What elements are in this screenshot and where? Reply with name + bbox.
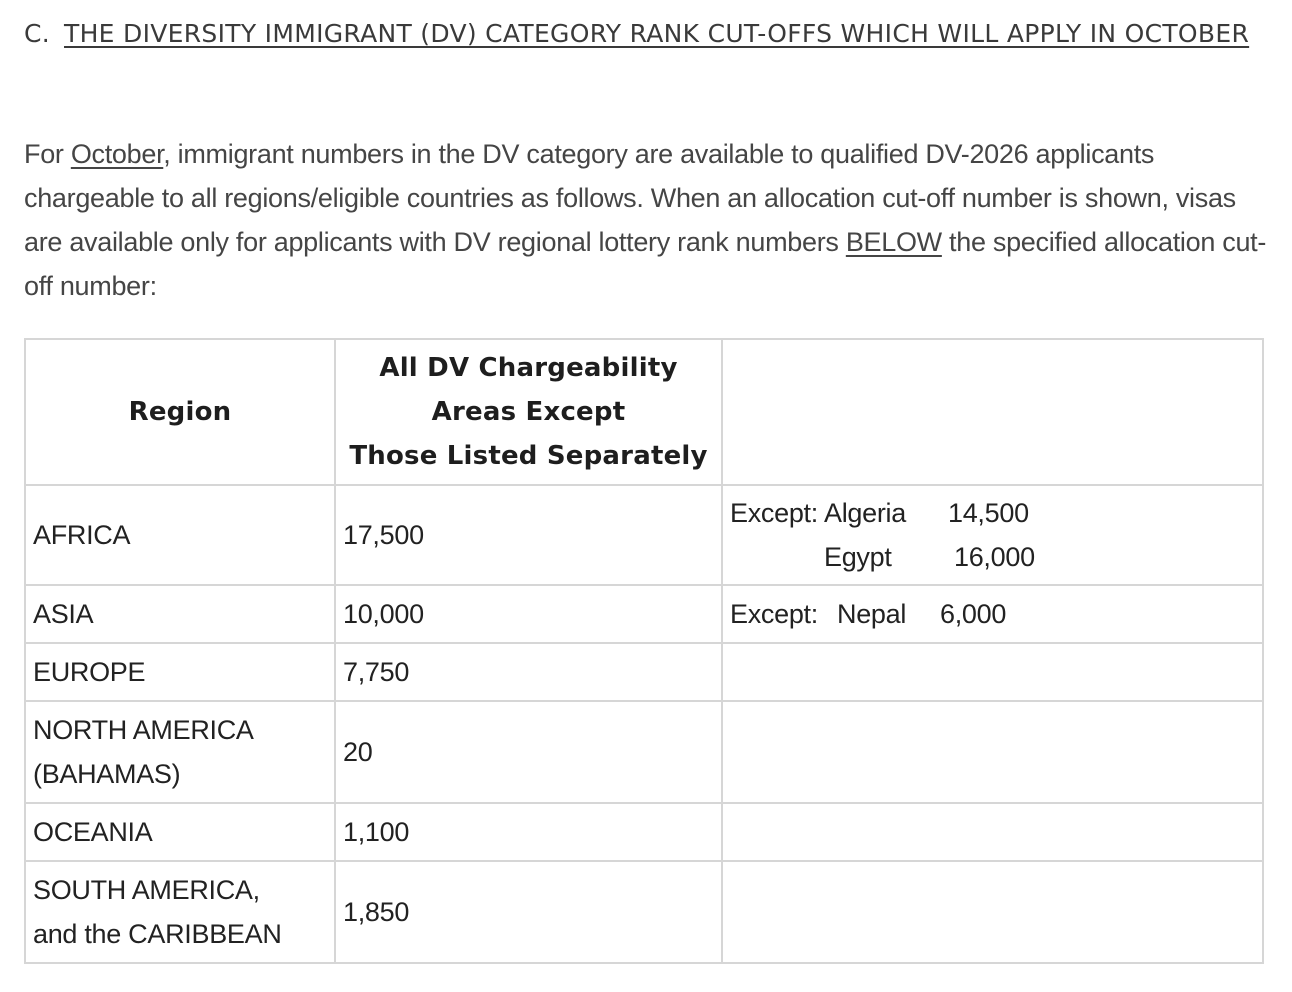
section-title: THE DIVERSITY IMMIGRANT (DV) CATEGORY RANK CUT-OFFS WHICH WILL APPLY IN OCTOBER: [64, 19, 1250, 48]
region-cell: EUROPE: [25, 643, 335, 701]
table-row: [25, 861, 1263, 963]
header-exceptions: [722, 339, 1263, 485]
header-all-areas-line2: Areas Except: [431, 397, 626, 427]
exceptions-cell: [722, 803, 1263, 861]
intro-month: October: [70, 139, 164, 169]
exception-value: 14,500: [948, 498, 1029, 528]
header-region: Region: [25, 339, 335, 485]
header-all-areas: [335, 339, 722, 485]
cutoff-cell: 20: [335, 701, 722, 803]
region-line1: SOUTH AMERICA,: [33, 875, 260, 905]
cutoff-cell: 17,500: [335, 485, 722, 585]
cutoff-cell: 7,750: [335, 643, 722, 701]
region-cell: [25, 701, 335, 803]
section-heading: [24, 12, 1264, 56]
region-cell: OCEANIA: [25, 803, 335, 861]
region-cell: ASIA: [25, 585, 335, 643]
exception-country: Nepal: [837, 599, 907, 629]
header-all-areas-line1: All DV Chargeability: [379, 353, 678, 383]
cutoff-cell: 1,850: [335, 861, 722, 963]
exceptions-cell: [722, 643, 1263, 701]
exception-line: [730, 535, 1255, 579]
exceptions-cell: [722, 861, 1263, 963]
table-row: [25, 585, 1263, 643]
region-cell: [25, 861, 335, 963]
cutoff-table: [24, 338, 1264, 964]
exception-prefix: Except:: [730, 498, 818, 528]
table-row: [25, 803, 1263, 861]
exception-prefix: Except:: [730, 599, 818, 629]
region-line2: and the CARIBBEAN: [33, 919, 282, 949]
intro-part3: the specified allocation cut-off number:: [24, 227, 1267, 301]
table-row: [25, 701, 1263, 803]
table-row: [25, 485, 1263, 585]
exception-value: 6,000: [940, 599, 1007, 629]
intro-part1: For: [24, 139, 71, 169]
header-all-areas-line3: Those Listed Separately: [349, 441, 708, 471]
exception-line: [730, 592, 1255, 636]
exception-country: Algeria: [824, 498, 906, 528]
section-letter: C.: [24, 19, 51, 48]
exceptions-cell: [722, 701, 1263, 803]
table-row: [25, 643, 1263, 701]
intro-emphasis: BELOW: [845, 227, 942, 257]
exception-country: Egypt: [824, 542, 892, 572]
exceptions-cell: [722, 485, 1263, 585]
exception-value: 16,000: [954, 542, 1035, 572]
exceptions-cell: [722, 585, 1263, 643]
exception-line: [730, 491, 1255, 535]
region-line2: (BAHAMAS): [33, 759, 181, 789]
intro-part2: , immigrant numbers in the DV category are available to qualified DV-2026 applicants chargeable to all regions/eligible countries as follows. When an allocation cut-off number is shown, visas are available only for applicants with DV regional lottery rank numbers: [24, 139, 1236, 257]
intro-paragraph: [24, 132, 1268, 308]
region-cell: AFRICA: [25, 485, 335, 585]
cutoff-cell: 1,100: [335, 803, 722, 861]
table-header-row: [25, 339, 1263, 485]
region-line1: NORTH AMERICA: [33, 715, 254, 745]
cutoff-cell: 10,000: [335, 585, 722, 643]
